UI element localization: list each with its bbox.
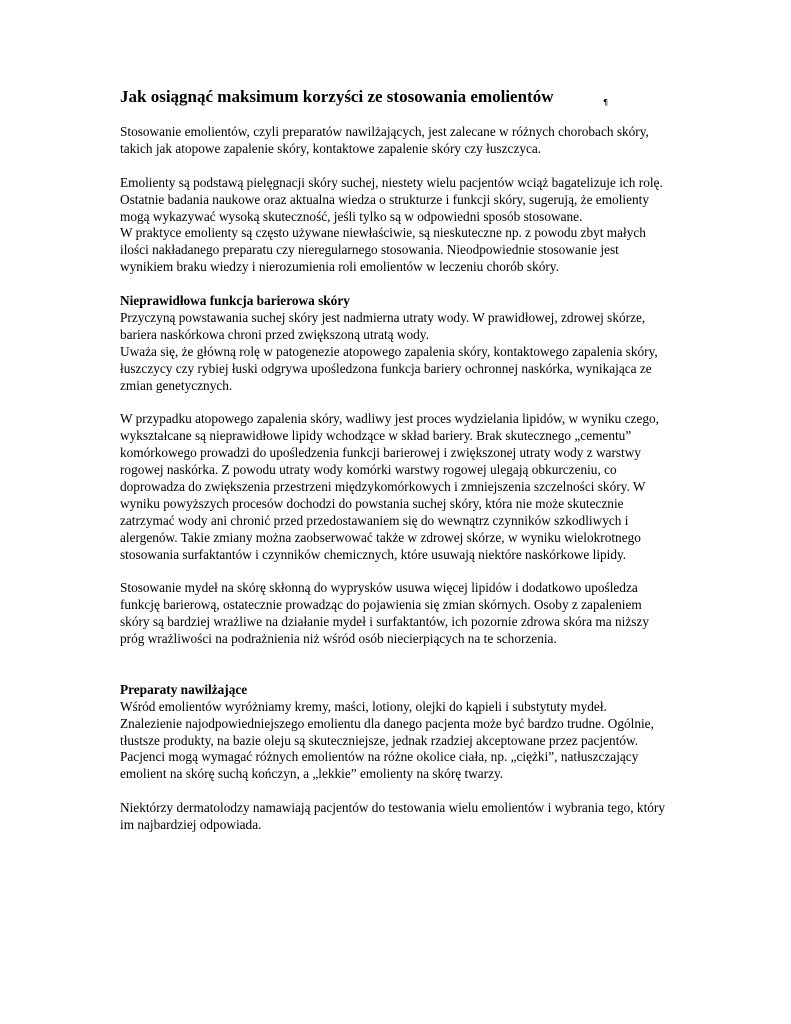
paragraph-line: Emolienty są podstawą pielęgnacji skóry suchej, niestety wielu pacjentów wciąż bagatelizuje ich rolę. (120, 174, 663, 190)
atopic-dermatitis-paragraph (120, 411, 665, 563)
barrier-section (120, 293, 665, 394)
section-heading-barrier: Nieprawidłowa funkcja barierowa skóry (120, 293, 350, 309)
dermatologists-paragraph (120, 800, 665, 834)
emollients-paragraph-block (120, 175, 665, 276)
paragraph-line: W praktyce emolienty są często używane niewłaściwie, są nieskuteczne np. z powodu zbyt małych ilości nakładanego preparatu czy nieregularnego stosowania. Nieodpowiednie stosowanie jest wynikiem braku wiedzy i nierozumienia roli emolientów w leczeniu chorób skóry. (120, 225, 646, 275)
moisturizers-section (120, 682, 665, 783)
paragraph-text: Wśród emolientów wyróżniamy kremy, maści, lotiony, olejki do kąpieli i substytuty mydeł. Znalezienie najodpowiedniejszego emolientu dla danego pacjenta może być bardzo trudne. Ogólnie, tłustsze produkty, na bazie oleju są skuteczniejsze, jednak rzadziej akceptowane przez pacjentów. Pacjenci mogą wymagać różnych emolientów na różne okolice ciała, np. „ciężki”, natłuszczający emolient na skórę suchą kończyn, a „lekkie” emolienty na skórę twarzy. (120, 698, 654, 782)
paragraph-text: Stosowanie mydeł na skórę skłonną do wyprysków usuwa więcej lipidów i dodatkowo upośledza funkcję barierową, ostatecznie prowadząc do pojawienia się zmian skórnych. Osoby z zapaleniem skóry są bardziej wrażliwe na działanie mydeł i surfaktantów, ich pozornie zdrowa skóra ma niższy próg wrażliwości na podrażnienia niż wśród osób niecierpiących na te schorzenia. (120, 580, 649, 647)
paragraph-text: Niektórzy dermatolodzy namawiają pacjentów do testowania wielu emolientów i wybrania tego, który im najbardziej odpowiada. (120, 800, 666, 833)
document-body (120, 86, 665, 851)
paragraph-line: Uważa się, że główną rolę w patogenezie atopowego zapalenia skóry, kontaktowego zapalenia skóry, łuszczycy czy rybiej łuski odgrywa upośledzona funkcja bariery ochronnej naskórka, wynikająca ze zmian genetycznych. (120, 343, 658, 393)
blank-line (120, 665, 665, 682)
section-heading-moisturizers: Preparaty nawilżające (120, 681, 248, 697)
intro-text: Stosowanie emolientów, czyli preparatów nawilżających, jest zalecane w różnych chorobach skóry, takich jak atopowe zapalenie skóry, kontaktowe zapalenie skóry czy łuszczyca. (120, 124, 649, 156)
soap-paragraph (120, 580, 665, 648)
paragraph-line: Przyczyną powstawania suchej skóry jest nadmierna utraty wody. W prawidłowej, zdrowej skórze, bariera naskórkowa chroni przed zwiększoną utratą wody. (120, 309, 646, 342)
paragraph-text: W przypadku atopowego zapalenia skóry, wadliwy jest proces wydzielania lipidów, w wyniku czego, wykształcane są nieprawidłowe lipidy wchodzące w skład bariery. Brak skutecznego „cementu” komórkowego prowadzi do upośledzenia funkcji barierowej i zwiększonej utraty wody z warstwy rogowej naskórka. Z powodu utraty wody komórki warstwy rogowej ulegają obkurczeniu, co doprowadza do zwiększenia przestrzeni międzykomórkowych i zmniejszenia szczelności skóry. W wyniku powyższych procesów dochodzi do powstania suchej skóry, która nie może skutecznie zatrzymać wody ani chronić przed przedostawaniem się do wewnątrz czynników szkodliwych i alergenów. Takie zmiany można zaobserwować także w zdrowej skórze, w wyniku wielokrotnego stosowania surfaktantów i czynników chemicznych, które usuwają niektóre naskórkowe lipidy. (120, 411, 659, 562)
document-title: Jak osiągnąć maksimum korzyści ze stosowania emolientów (120, 87, 554, 106)
paragraph-mark: ¶ (603, 98, 609, 107)
intro-paragraph (120, 124, 665, 158)
paragraph-line: Ostatnie badania naukowe oraz aktualna wiedza o strukturze i funkcji skóry, sugerują, że emolienty mogą wykazywać wysoką skuteczność, jeśli tylko są w odpowiedni sposób stosowane. (120, 191, 649, 224)
